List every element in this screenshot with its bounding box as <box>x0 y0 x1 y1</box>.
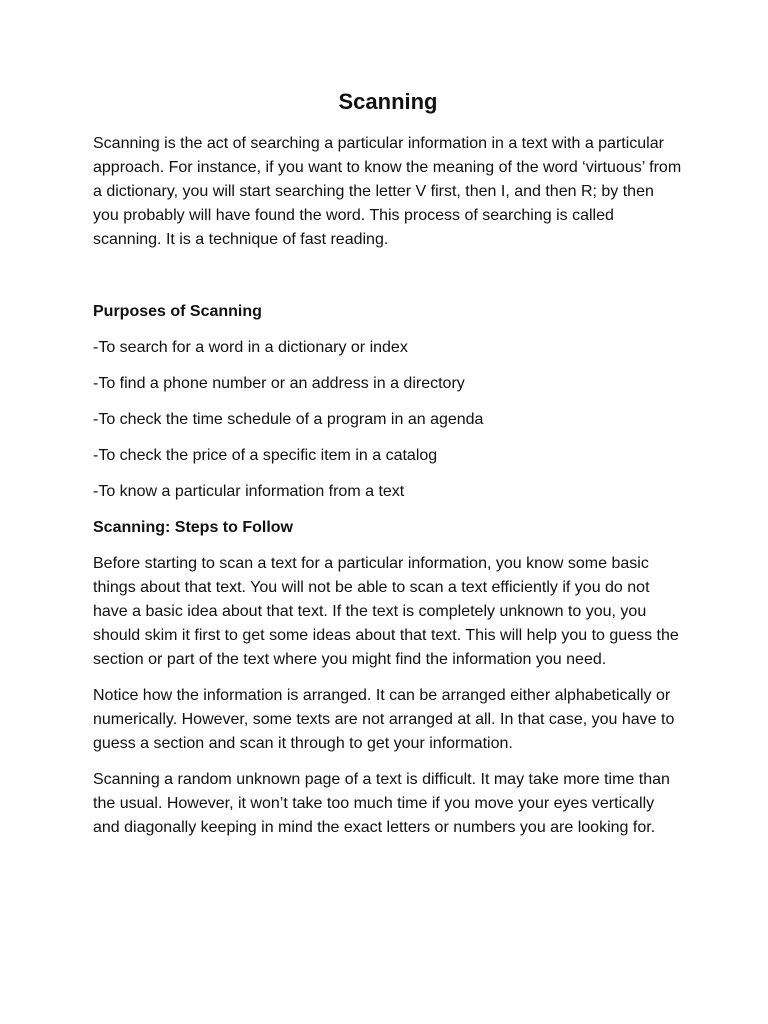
steps-paragraph: Before starting to scan a text for a particular information, you know some basic things about that text. You will not be able to scan a text efficiently if you do not have a basic idea about that text. If the text is completely unknown to you, you should skim it first to get some ideas about that text. This will help you to guess the section or part of the text where you might find the information you need. <box>93 555 679 668</box>
intro-paragraph: Scanning is the act of searching a particular information in a text with a particular approach. For instance, if you want to know the meaning of the word ‘virtuous’ from a dictionary, you will start searching the letter V first, then I, and then R; by then you probably will have found the word. This process of searching is called scanning. It is a technique of fast reading. <box>93 135 682 248</box>
purpose-item: -To check the price of a specific item in a catalog <box>93 447 438 464</box>
purposes-list <box>93 336 683 504</box>
document-title: Scanning <box>338 89 438 114</box>
purpose-item: -To check the time schedule of a program in an agenda <box>93 411 484 428</box>
purpose-item: -To know a particular information from a text <box>93 483 405 500</box>
purposes-heading: Purposes of Scanning <box>93 303 262 320</box>
purpose-item: -To search for a word in a dictionary or index <box>93 339 408 356</box>
purpose-item: -To find a phone number or an address in a directory <box>93 375 465 392</box>
steps-heading: Scanning: Steps to Follow <box>93 519 293 536</box>
steps-paragraph: Scanning a random unknown page of a text is difficult. It may take more time than the usual. However, it won’t take too much time if you move your eyes vertically and diagonally keeping in mind the exact letters or numbers you are looking for. <box>93 771 670 836</box>
document-page <box>93 88 683 852</box>
steps-paragraph: Notice how the information is arranged. It can be arranged either alphabetically or numerically. However, some texts are not arranged at all. In that case, you have to guess a section and scan it through to get your information. <box>93 687 675 752</box>
